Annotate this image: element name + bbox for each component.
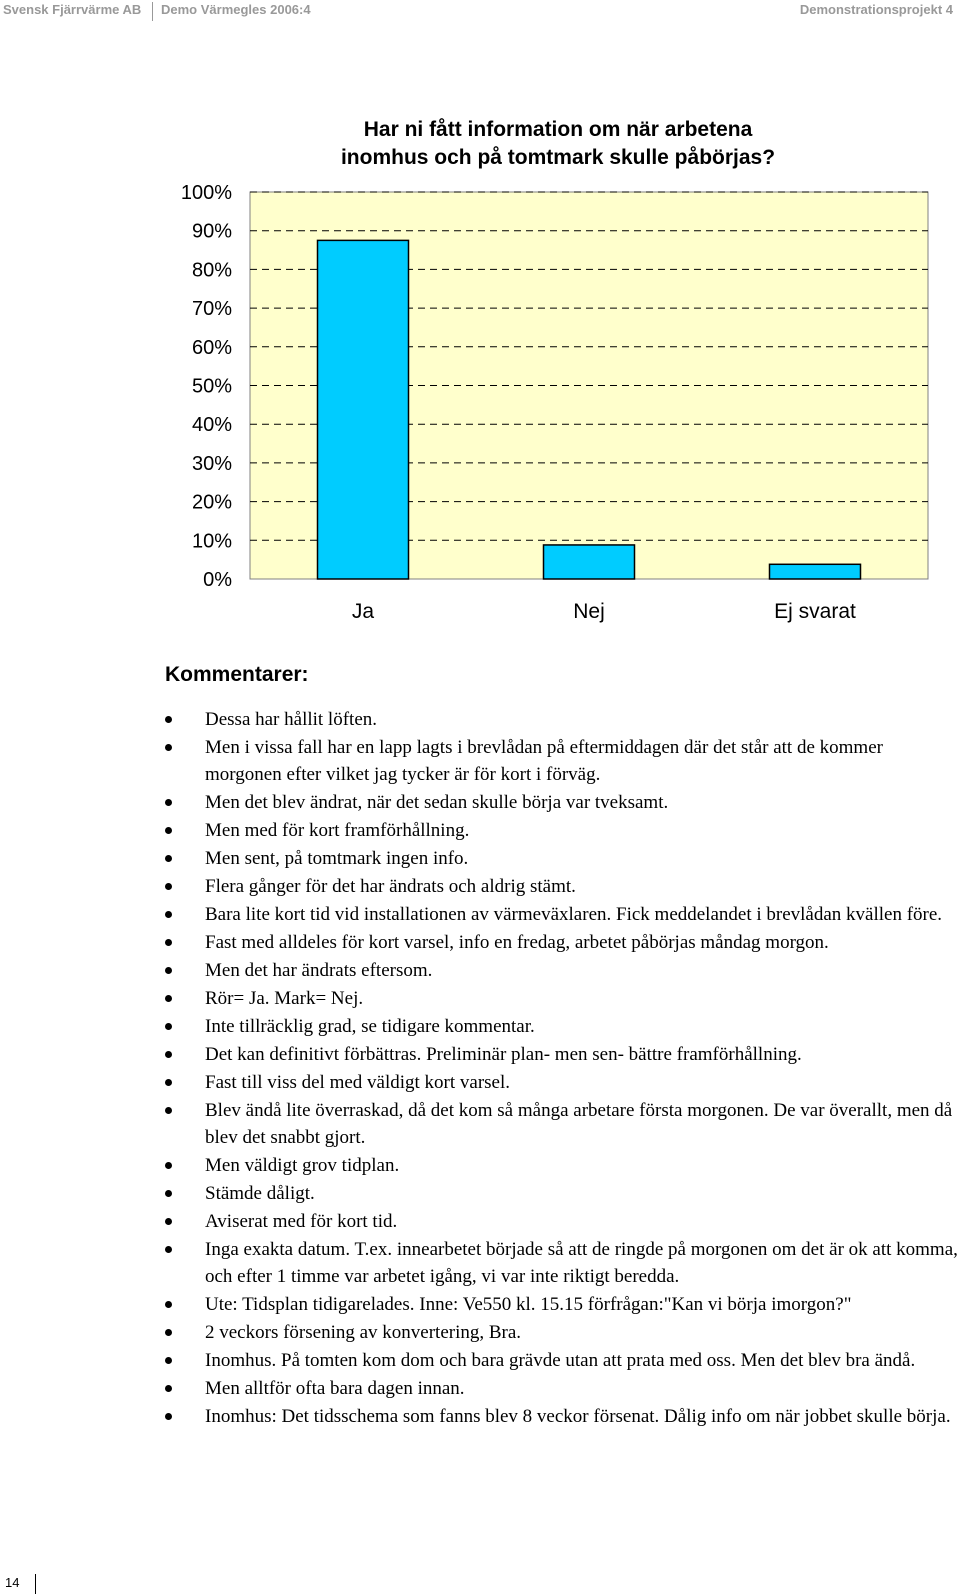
- header-separator: [152, 2, 153, 21]
- comment-item: Men det blev ändrat, när det sedan skulle börja var tveksamt.: [165, 789, 960, 816]
- y-tick-label: 60%: [191, 336, 232, 359]
- bar-nej: [544, 545, 635, 579]
- header-report: Demo Värmegles 2006:4: [161, 2, 311, 17]
- comment-item: Blev ändå lite överraskad, då det kom så många arbetare första morgonen. De var överallt, men då blev det snabbt gjort.: [165, 1097, 960, 1151]
- comment-item: Men med för kort framförhållning.: [165, 817, 960, 844]
- comment-item: Inte tillräcklig grad, se tidigare kommentar.: [165, 1013, 960, 1040]
- y-tick-label: 80%: [191, 259, 232, 282]
- y-tick-label: 100%: [180, 182, 232, 204]
- comments-heading: Kommentarer:: [165, 663, 309, 686]
- comment-item: Stämde dåligt.: [165, 1180, 960, 1207]
- y-tick-label: 30%: [191, 452, 232, 475]
- comment-item: Men alltför ofta bara dagen innan.: [165, 1375, 960, 1402]
- y-tick-label: 20%: [191, 491, 232, 514]
- y-tick-label: 70%: [191, 298, 232, 321]
- comment-item: Men det har ändrats eftersom.: [165, 957, 960, 984]
- comment-item: Det kan definitivt förbättras. Preliminär plan- men sen- bättre framförhållning.: [165, 1041, 960, 1068]
- header-company: Svensk Fjärrvärme AB: [3, 2, 142, 17]
- comment-item: Inomhus: Det tidsschema som fanns blev 8 veckor försenat. Dålig info om när jobbet skulle börja.: [165, 1403, 960, 1430]
- comment-item: Inga exakta datum. T.ex. innearbetet började så att de ringde på morgonen om det är ok att komma, och efter 1 timme var arbetet igång, vi var inte riktigt beredda.: [165, 1236, 960, 1290]
- page-number: 14: [5, 1575, 20, 1590]
- comment-item: Fast med alldeles för kort varsel, info en fredag, arbetet påbörjas måndag morgon.: [165, 929, 960, 956]
- comment-item: Men väldigt grov tidplan.: [165, 1152, 960, 1179]
- comment-item: Flera gånger för det har ändrats och aldrig stämt.: [165, 873, 960, 900]
- comment-item: Bara lite kort tid vid installationen av värmeväxlaren. Fick meddelandet i brevlådan kvällen före.: [165, 901, 960, 928]
- comment-item: Fast till viss del med väldigt kort varsel.: [165, 1069, 960, 1096]
- footer-rule: [35, 1574, 36, 1594]
- y-axis-ticks: [181, 182, 232, 591]
- y-tick-label: 10%: [191, 530, 232, 553]
- x-tick-label: Ja: [351, 600, 375, 623]
- chart-title: [341, 118, 775, 169]
- comment-item: Aviserat med för kort tid.: [165, 1208, 960, 1235]
- comment-item: Men sent, på tomtmark ingen info.: [165, 845, 960, 872]
- bar-chart: [0, 100, 960, 640]
- comment-item: Ute: Tidsplan tidigarelades. Inne: Ve550 kl. 15.15 förfrågan:"Kan vi börja imorgon?": [165, 1291, 960, 1318]
- y-tick-label: 40%: [191, 414, 232, 437]
- header-project: Demonstrationsprojekt 4: [799, 2, 953, 17]
- y-tick-label: 90%: [191, 220, 232, 243]
- comments-list: [165, 706, 960, 1431]
- comment-item: 2 veckors försening av konvertering, Bra.: [165, 1319, 960, 1346]
- comment-item: Men i vissa fall har en lapp lagts i brevlådan på eftermiddagen där det står att de kommer morgonen efter vilket jag tycker är för kort i förväg.: [165, 734, 960, 788]
- x-tick-label: Nej: [573, 600, 605, 623]
- comment-item: Inomhus. På tomten kom dom och bara grävde utan att prata med oss. Men det blev bra ändå.: [165, 1347, 960, 1374]
- x-tick-label: Ej svarat: [774, 600, 856, 623]
- page-header: [0, 0, 960, 22]
- x-axis-ticks: [352, 600, 856, 623]
- bar-ja: [318, 240, 409, 579]
- chart-title-line: Har ni fått information om när arbetena: [363, 118, 753, 141]
- chart-title-line: inomhus och på tomtmark skulle påbörjas?: [340, 146, 776, 169]
- comment-item: Rör= Ja. Mark= Nej.: [165, 985, 960, 1012]
- comment-item: Dessa har hållit löften.: [165, 706, 960, 733]
- bar-ej-svarat: [770, 564, 861, 579]
- y-tick-label: 50%: [191, 375, 232, 398]
- y-tick-label: 0%: [203, 569, 232, 591]
